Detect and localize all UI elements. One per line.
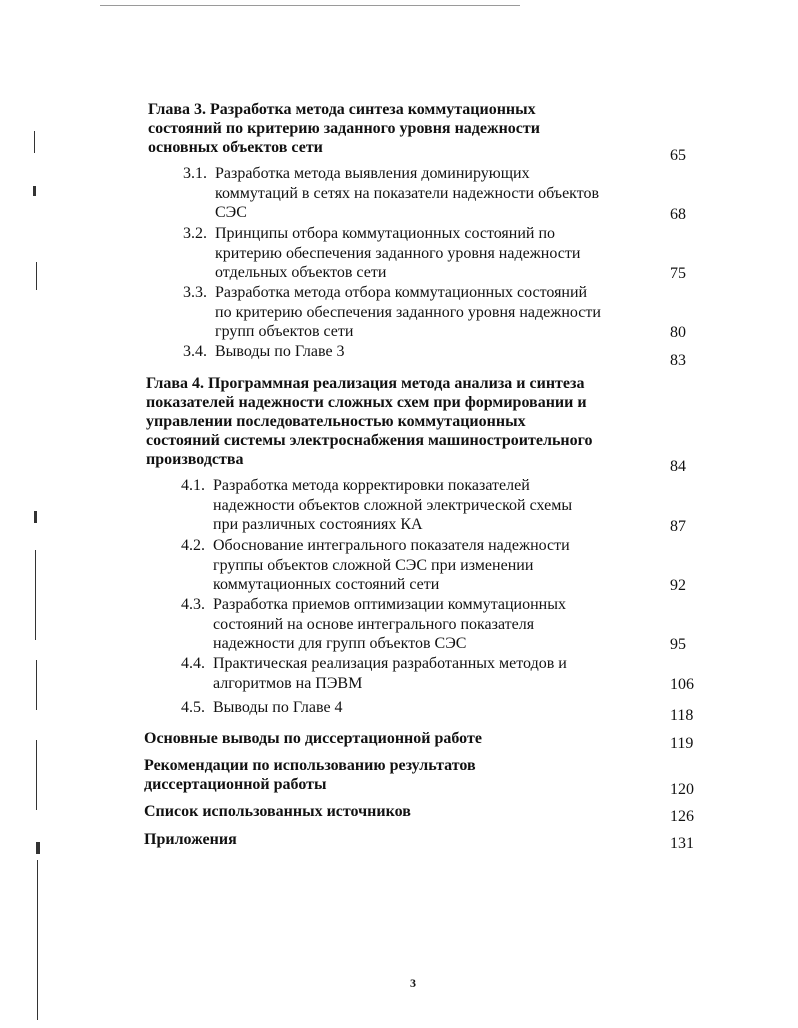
toc-section-4-3: 4.3. Разработка приемов оптимизации коммутационных состояний на основе интегрального показателя надежности для групп объектов СЭС (181, 596, 566, 652)
page-ref: 119 (670, 735, 694, 752)
toc-section-3-3: 3.3. Разработка метода отбора коммутационных состояний по критерию обеспечения заданного уровня надежности групп объектов сети (183, 284, 601, 340)
toc-section-3-1: 3.1. Разработка метода выявления доминирующих коммутаций в сетях на показатели надежности объектов СЭС (183, 165, 600, 221)
page-ref: 65 (670, 147, 686, 164)
scan-mark (34, 511, 37, 523)
scan-mark (35, 550, 36, 640)
page-ref: 92 (670, 577, 686, 594)
toc-section-3-2: 3.2. Принципы отбора коммутационных состояний по критерию обеспечения заданного уровня надежности отдельных объектов сети (183, 225, 581, 281)
page-ref: 68 (670, 206, 686, 223)
scan-mark (36, 740, 37, 810)
page-ref: 83 (670, 352, 686, 369)
scan-mark (36, 262, 37, 290)
scan-mark (37, 860, 38, 1020)
toc-chapter-3: Глава 3. Разработка метода синтеза коммутационных состояний по критерию заданного уровня надежности основных объектов сети (148, 101, 540, 156)
page-ref: 75 (670, 265, 686, 282)
toc-chapter-4: Глава 4. Программная реализация метода анализа и синтеза показателей надежности сложных схем при формировании и управлении последовательностью коммутационных состояний системы электроснабжения машиностроительного производства (146, 375, 593, 468)
page-ref: 80 (670, 324, 686, 341)
toc-references: Список использованных источников (144, 803, 411, 820)
page-ref: 87 (670, 518, 686, 535)
scan-edge-line (100, 5, 520, 6)
toc-conclusions: Основные выводы по диссертационной работе (144, 730, 482, 747)
toc-recommendations: Рекомендации по использованию результатов диссертационной работы (144, 757, 476, 793)
page-ref: 126 (670, 808, 694, 825)
toc-section-4-1: 4.1. Разработка метода корректировки показателей надежности объектов сложной электрической схемы при различных состояниях КА (181, 477, 573, 533)
toc-section-4-4: 4.4. Практическая реализация разработанных методов и алгоритмов на ПЭВМ (181, 655, 567, 692)
page-ref: 131 (670, 835, 694, 852)
toc-appendices: Приложения (144, 831, 237, 848)
toc-section-3-4: 3.4. Выводы по Главе 3 (183, 343, 345, 360)
toc-section-4-5: 4.5. Выводы по Главе 4 (181, 699, 343, 716)
page-ref: 120 (670, 781, 694, 798)
page-ref: 106 (670, 676, 694, 693)
page-ref: 118 (670, 707, 694, 724)
page-number: 3 (410, 976, 416, 990)
scan-mark (36, 842, 40, 854)
scan-mark (36, 660, 37, 710)
scan-mark (34, 131, 35, 153)
page-ref: 84 (670, 458, 686, 475)
toc-section-4-2: 4.2. Обоснование интегрального показателя надежности группы объектов сложной СЭС при изменении коммутационных состояний сети (181, 537, 570, 593)
scan-mark (33, 186, 36, 196)
page-ref: 95 (670, 636, 686, 653)
